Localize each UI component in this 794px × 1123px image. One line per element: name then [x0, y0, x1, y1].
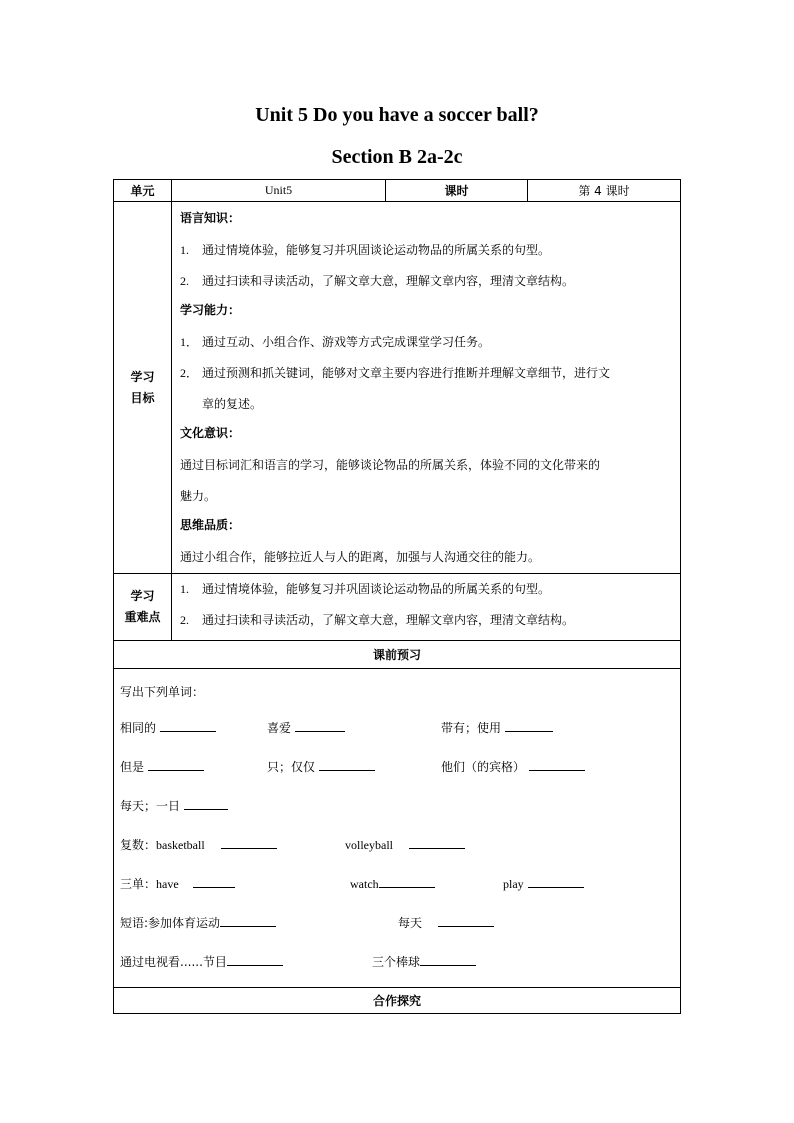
word-bring — [441, 719, 553, 736]
coop-heading-row — [114, 988, 681, 1014]
phrase-4-text: 三个棒球 — [372, 955, 421, 969]
third-word-2: watch — [350, 877, 379, 891]
plural-blank-2[interactable] — [409, 836, 465, 849]
word-same-label: 相同的 — [120, 721, 157, 735]
third-word-1: have — [156, 877, 179, 891]
ca-line-2: 魅力。 — [180, 489, 217, 503]
plural-label: 复数： — [120, 838, 157, 852]
diff-item-2-num: 2. — [180, 613, 189, 627]
third-blank-1[interactable] — [193, 875, 235, 888]
word-love-blank[interactable] — [295, 719, 345, 732]
phrase-1-blank[interactable] — [220, 914, 276, 927]
word-them-label: 他们（的宾格） — [441, 760, 526, 774]
word-only — [267, 758, 375, 775]
page-title: Unit 5 Do you have a soccer ball? — [255, 104, 539, 126]
phrase-1-text: 参加体育运动 — [148, 916, 221, 930]
tq-text: 通过小组合作，能够拉近人与人的距离，加强与人沟通交往的能力。 — [180, 550, 541, 564]
third-blank-2[interactable] — [379, 875, 435, 888]
diff-item-1 — [180, 578, 672, 609]
word-but-blank[interactable] — [148, 758, 204, 771]
phrase-4-blank[interactable] — [420, 953, 476, 966]
third-person-2 — [350, 875, 435, 892]
objectives-row — [114, 202, 681, 574]
objectives-content — [172, 202, 681, 574]
objectives-label — [114, 202, 172, 574]
ca-line-1: 通过目标词汇和语言的学习，能够谈论物品的所属关系，体验不同的文化带来的 — [180, 458, 601, 472]
third-person-3 — [503, 875, 584, 892]
objectives-label-line2: 目标 — [130, 390, 155, 405]
unit-value: Unit5 — [172, 180, 386, 202]
coop-heading: 合作探究 — [114, 988, 681, 1014]
difficulties-row — [114, 574, 681, 641]
phrase-line-1 — [120, 914, 276, 931]
difficulties-label-line2: 重难点 — [124, 610, 161, 624]
word-same-blank[interactable] — [160, 719, 216, 732]
preview-content — [114, 669, 681, 988]
word-but — [120, 758, 204, 775]
la-item-2 — [180, 358, 672, 389]
word-love-label: 喜爱 — [267, 721, 292, 735]
word-everyday-label: 每天；一日 — [120, 799, 181, 813]
lk-item-2-num: 2. — [180, 274, 189, 288]
phrase-label: 短语: — [120, 916, 149, 930]
plural-word-2: volleyball — [345, 838, 393, 852]
word-them-blank[interactable] — [529, 758, 585, 771]
word-bring-label: 带有；使用 — [441, 721, 502, 735]
plural-blank-1[interactable] — [221, 836, 277, 849]
difficulties-label — [114, 574, 172, 641]
la-item-1-num: 1． — [180, 335, 199, 349]
learning-ability-heading: 学习能力： — [180, 303, 241, 317]
period-label: 课时 — [386, 180, 528, 202]
plural-line — [120, 836, 277, 853]
lk-item-1-num: 1. — [180, 243, 189, 257]
third-person-line — [120, 875, 235, 892]
phrase-2-text: 每天 — [398, 916, 423, 930]
language-knowledge-heading: 语言知识： — [180, 211, 241, 225]
difficulties-label-line1: 学习 — [130, 589, 155, 603]
phrase-line-4 — [372, 953, 476, 970]
word-everyday-blank[interactable] — [184, 797, 228, 810]
phrase-line-3 — [120, 953, 283, 970]
period-value: 第 4 课时 — [528, 180, 681, 202]
lk-item-2 — [180, 266, 672, 297]
diff-item-1-num: 1. — [180, 582, 189, 596]
objectives-label-line1: 学习 — [130, 369, 155, 384]
preview-heading-row — [114, 641, 681, 669]
diff-item-2-text: 通过扫读和寻读活动，了解文章大意，理解文章内容，理清文章结构。 — [202, 613, 575, 627]
third-label: 三单： — [120, 877, 157, 891]
lk-item-1-text: 通过情境体验，能够复习并巩固谈论运动物品的所属关系的句型。 — [202, 243, 551, 257]
diff-item-1-text: 通过情境体验，能够复习并巩固谈论运动物品的所属关系的句型。 — [202, 582, 551, 596]
phrase-3-blank[interactable] — [227, 953, 283, 966]
difficulties-content — [172, 574, 681, 641]
word-bring-blank[interactable] — [505, 719, 553, 732]
lk-item-2-text: 通过扫读和寻读活动，了解文章大意，理解文章内容，理清文章结构。 — [202, 274, 575, 288]
lesson-plan-table — [113, 179, 681, 1014]
word-everyday — [120, 797, 228, 814]
lk-item-1 — [180, 235, 672, 266]
phrase-3-text: 通过电视看......节目 — [120, 955, 227, 969]
plural-word-1: basketball — [156, 838, 205, 852]
header-row — [114, 180, 681, 202]
la-item-2-cont: 章的复述。 — [202, 397, 263, 411]
third-word-3: play — [503, 877, 524, 891]
page-subtitle: Section B 2a-2c — [331, 146, 463, 168]
la-item-2-num: 2． — [180, 366, 199, 380]
la-item-1-text: 通过互动、小组合作、游戏等方式完成课堂学习任务。 — [202, 335, 491, 349]
word-love — [267, 719, 345, 736]
la-item-2-text: 通过预测和抓关键词，能够对文章主要内容进行推断并理解文章细节，进行文 — [202, 366, 611, 380]
unit-label: 单元 — [114, 180, 172, 202]
word-only-blank[interactable] — [319, 758, 375, 771]
cultural-awareness-heading: 文化意识： — [180, 426, 241, 440]
word-only-label: 只；仅仅 — [267, 760, 316, 774]
diff-item-2 — [180, 609, 672, 640]
la-item-1 — [180, 327, 672, 358]
thinking-quality-heading: 思维品质： — [180, 518, 241, 532]
word-but-label: 但是 — [120, 760, 145, 774]
preview-instruction: 写出下列单词： — [120, 685, 205, 699]
plural-line-2 — [345, 836, 465, 853]
phrase-line-2 — [398, 914, 494, 931]
third-blank-3[interactable] — [528, 875, 584, 888]
word-them — [441, 758, 585, 775]
phrase-2-blank[interactable] — [438, 914, 494, 927]
preview-row — [114, 669, 681, 988]
preview-heading: 课前预习 — [114, 641, 681, 669]
word-same — [120, 719, 216, 736]
